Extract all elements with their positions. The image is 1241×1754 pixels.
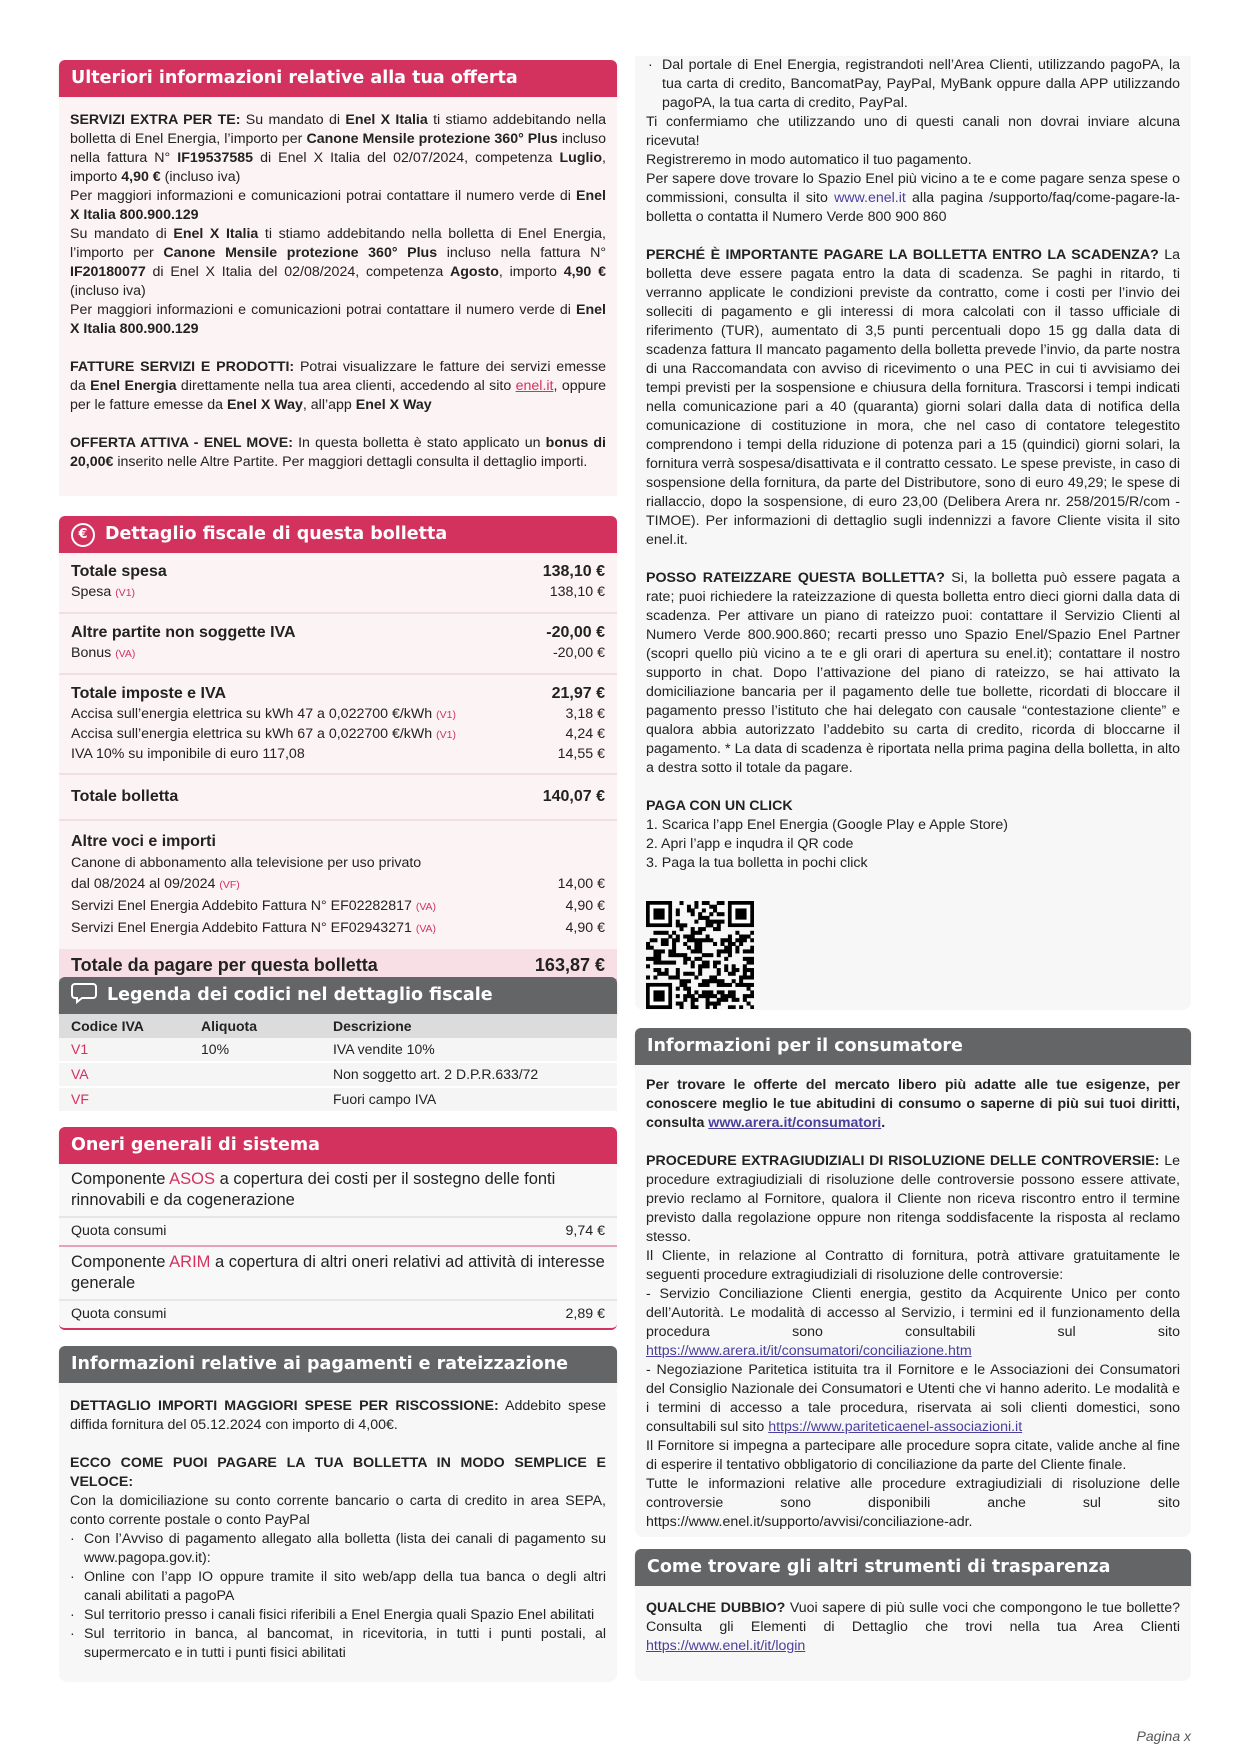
column-header: Descrizione [321,1014,617,1038]
legenda-section [59,977,617,1113]
text: a copertura dei costi per il sostegno delle fonti rinnovabili e da cogenerazione [71,1170,556,1209]
text: Addebito spese diffida fornitura del 05.12.2024 con importo di 4,00€. [70,1398,606,1433]
text: Con la domiciliazione su conto corrente bancario o carta di credito in area SEPA, conto corrente postale o conto PayPal [70,1493,606,1528]
text: Registreremo in modo automatico il tuo pagamento. [646,152,972,168]
spacer [70,339,606,358]
description-cell: Fuori campo IVA [321,1087,617,1112]
bold-text: Canone Mensile protezione 360° Plus [306,131,558,147]
item-label: Accisa sull’energia elettrica su kWh 47 a 0,022700 €/kWh [71,706,433,722]
group-label: Altre partite non soggette IVA [71,624,296,641]
item-value: 14,00 € [557,876,605,892]
text: inserito nelle Altre Partite. Per maggiori dettagli consulta il dettaglio importi. [113,454,588,470]
paragraph [646,1285,1180,1361]
bold-text: Per trovare le offerte del mercato libero più adatte alle tue esigenze, per conoscere meglio le tue abitudini di consumo o saperne di più sui tuoi diritti, consulta [646,1077,1180,1131]
bullet-item: · Con l’Avviso di pagamento allegato alla bolletta (lista dei canali di pagamento su www.pagopa.gov.it): [70,1531,606,1566]
paragraph [646,816,1180,835]
bold-text: Enel X Way [226,397,303,413]
total-label: Totale da pagare per questa bolletta [71,955,378,975]
code-cell: VF [59,1087,189,1112]
text: Su mandato di [70,226,174,242]
bold-text: FATTURE SERVIZI E PRODOTTI: [70,359,295,375]
paragraph [70,225,606,301]
text: In questa bolletta è stato applicato un [292,435,546,451]
euro-circle-icon: € [71,523,95,547]
rate-cell [189,1062,321,1087]
pagamenti-section [59,1346,617,1682]
legenda-header [59,977,617,1014]
iva-code: (V1) [436,729,456,741]
oneri-header [59,1127,617,1164]
group-altre-partite [59,614,617,675]
iva-code: (VA) [115,648,136,660]
bold-text: Agosto [450,264,499,280]
section-title: Informazioni per il consumatore [647,1036,963,1056]
continuation-paragraphs [646,113,1180,873]
component-code: ARIM [169,1253,211,1271]
text: Ti confermiamo che utilizzando uno di questi canali non dovrai inviare alcuna ricevuta! [646,114,1180,149]
text: - Negoziazione Paritetica istituita tra il Fornitore e le Associazioni dei Consumatori del Consiglio Nazionale dei Consumatori e Utenti che vi hanno aderito. Le modalità e i termini di accesso a tale procedura, riservata ai soli clienti domestici, sono consultabili sul sito [646,1362,1180,1435]
trasparenza-section [635,1549,1191,1681]
offerta-header [59,60,617,97]
bold-text: Luglio [559,150,603,166]
section-title: Oneri generali di sistema [71,1135,320,1155]
link[interactable]: enel.it [515,378,554,394]
bold-text: POSSO RATEIZZARE QUESTA BOLLETTA? [646,570,945,586]
speech-bubble-icon [71,982,97,1009]
group-totale-spesa [59,553,617,614]
fiscal-table [59,553,617,984]
paragraph [646,1152,1180,1247]
componente-asos [59,1164,617,1216]
item-value: 4,90 € [565,920,605,936]
quota-value: 9,74 € [565,1223,605,1239]
table-row [59,1087,617,1112]
quota-label: Quota consumi [71,1306,167,1322]
iva-code: (V1) [115,587,136,599]
item-label: IVA 10% su imponibile di euro 117,08 [71,746,305,762]
item-label: Spesa [71,584,112,600]
paragraph [646,1247,1180,1285]
qr-code[interactable] [646,901,754,1009]
bold-text: OFFERTA ATTIVA - ENEL MOVE: [70,435,293,451]
bold-text: ECCO COME PUOI PAGARE LA TUA BOLLETTA IN MODO SEMPLICE E VELOCE: [70,1455,606,1490]
section-title: Come trovare gli altri strumenti di trasparenza [647,1557,1111,1577]
section-title: Dettaglio fiscale di questa bolletta [105,524,448,544]
group-totale-bolletta [59,775,617,821]
bullet-text: Online con l’app IO oppure tramite il sito web/app della tua banca o degli altri canali abilitati a pagoPA [84,1569,606,1604]
iva-code: (VF) [219,879,240,891]
text: Componente [71,1170,170,1188]
item-label: Servizi Enel Energia Addebito Fattura N° EF02943271 [71,920,412,936]
paragraph [646,151,1180,170]
group-value: 21,97 € [551,685,605,702]
link[interactable]: https://www.enel.it/it/login [646,1638,806,1654]
code-cell: VA [59,1062,189,1087]
paragraph [646,1076,1180,1133]
link[interactable]: www.arera.it/consumatori [708,1115,882,1131]
text: , importo [498,264,564,280]
page-number: Pagina x [1136,1728,1191,1744]
bullet-text: Sul territorio presso i canali fisici riferibili a Enel Energia quali Spazio Enel abilitati [84,1607,595,1623]
quota-row [59,1299,617,1330]
paragraph [70,1454,606,1492]
bold-text: Enel X Way [355,397,432,413]
text: Tutte le informazioni relative alle procedure extragiudiziali di risoluzione delle controversie sono disponibili anche sul sito https://www.enel.it/supporto/avvisi/conciliazione-adr. [646,1476,1180,1530]
paragraph [646,1599,1180,1656]
legenda-table [59,1014,617,1113]
bold-text: 4,90 € [563,264,606,280]
group-value: 138,10 € [542,563,605,580]
paragraph [70,1397,606,1435]
text: Le procedure extragiudiziali di risoluzione delle controversie possono essere attivate, previo reclamo al Fornitore, qualora il Cliente non riceva riscontro entro il termine previsto dalla regolazione oppure non ritenga soddisfacente la risposta al reclamo stesso. [646,1153,1180,1245]
component-code: ASOS [169,1170,216,1188]
pagamenti-paragraphs [70,1397,606,1530]
item-value: 3,18 € [565,706,605,722]
item-label: Servizi Enel Energia Addebito Fattura N° EF02282817 [71,898,412,914]
text: Potrai visualizzare le fatture dei servizi emesse da [70,359,606,394]
bullet-text: Sul territorio in banca, al bancomat, in ricevitoria, in tutti i punti postali, al supermercato e in tutti i punti fisici abilitati [84,1626,606,1661]
rate-cell [189,1087,321,1112]
bold-text: Enel X Italia 800.900.129 [70,188,606,223]
trasparenza-header [635,1549,1191,1586]
item-value: 4,90 € [565,898,605,914]
consumatore-header [635,1028,1191,1065]
group-label: Altre voci e importi [71,833,216,850]
link[interactable]: www.enel.it [834,190,906,206]
quota-label: Quota consumi [71,1223,167,1239]
paragraph [70,301,606,339]
text: Su mandato di [240,112,346,128]
text: di Enel X Italia del 02/08/2024, competenza [145,264,451,280]
iva-code: (VA) [415,901,437,913]
group-altre-voci [59,821,617,949]
consumatore-text [635,1065,1191,1537]
text: 2. Apri l’app e inqudra il QR code [646,836,854,852]
bold-text: SERVIZI EXTRA PER TE: [70,112,241,128]
text: di Enel X Italia del 02/07/2024, competenza [253,150,560,166]
item-label: dal 08/2024 al 09/2024 [71,876,216,892]
pagamenti-continuation [635,56,1191,1010]
group-value: 140,07 € [542,788,605,805]
text: 3. Paga la tua bolletta in pochi click [646,855,868,871]
text: incluso nella fattura N° [437,245,606,261]
text: ti stiamo addebitando nella bolletta di Enel Energia, l’importo per [70,226,607,261]
bold-text: IF19537585 [177,150,254,166]
paragraph [70,434,606,472]
bold-text: Enel X Italia [173,226,259,242]
spacer [646,550,1180,569]
bullet-item: · Sul territorio in banca, al bancomat, in ricevitoria, in tutti i punti postali, al supermercato e in tutti i punti fisici abilitati [70,1626,606,1661]
link[interactable]: https://www.arera.it/it/consumatori/conciliazione.htm [646,1343,972,1359]
paragraph [646,854,1180,873]
quota-row [59,1216,617,1247]
item-label: Accisa sull’energia elettrica su kWh 67 a 0,022700 €/kWh [71,726,433,742]
bold-text: PAGA CON UN CLICK [646,798,793,814]
bold-text: IF20180077 [70,264,146,280]
text: - Servizio Conciliazione Clienti energia, gestito da Acquirente Unico per conto dell’Autorità. Le modalità di accesso al Servizio, i termini ed il funzionamento della procedura sono consultabili sul sito [646,1286,1180,1340]
bold-text: PERCHÉ È IMPORTANTE PAGARE LA BOLLETTA ENTRO LA SCADENZA? [646,247,1159,263]
description-cell: IVA vendite 10% [321,1038,617,1062]
spacer [646,778,1180,797]
item-label: Canone di abbonamento alla televisione per uso privato [71,855,422,871]
total-value: 163,87 € [534,955,605,975]
text: La bolletta deve essere pagata entro la data di scadenza. Se paghi in ritardo, ti verranno applicate le condizioni previste da contratto, come i costi per l’invio dei solleciti di pagamento e gli interessi di mora calcolati con il tasso ufficiale di riferimento (TUR), aumentato di 3,5 punti percentuali dopo 15 gg dalla data di scadenza fattura Il mancato pagamento della bolletta prevede l’invio, da parte nostra di una Raccomandata con avviso di ricevimento o una PEC in cui ti avvisiamo dei tempi previsti per la sospensione e chiusura della fornitura. Trascorsi i tempi indicati nella comunicazione pari a 40 (quaranta) giorni solari dalla data di notifica della comunicazione di costituzione in mora, che nel caso di contatore telegestito comprendono i tempi della riduzione di potenza pari a 15 (quindici) giorni solari, la fornitura verrà sospesa/disattivata e il contratto cessato. Le spese previste, in caso di sospensione della fornitura, da parte del Distributore, sono di euro 49,29; le spese di riallaccio, dopo la sospensione, di euro 23,00 (Delibera Arera nr. 258/2015/R/com - TIMOE). Per informazioni di dettaglio sugli indennizzi a favore Cliente visita il sito enel.it. [646,247,1180,548]
paragraph [646,246,1180,550]
continuation-text [635,56,1191,1027]
paragraph [646,569,1180,778]
bullet-item: · Sul territorio presso i canali fisici riferibili a Enel Energia quali Spazio Enel abilitati [70,1607,595,1623]
column-header: Codice IVA [59,1014,189,1038]
bullet-text: Dal portale di Enel Energia, registrandoti nell’Area Clienti, utilizzando pagoPA, la tua carta di credito, BancomatPay, PayPal, MyBank oppure dalla APP utilizzando pagoPA, la tua carta di credito, PayPal. [662,57,1180,111]
paragraph [70,1492,606,1530]
text: Vuoi sapere di più sulle voci che compongono le tue bollette? Consulta gli Elementi di Dettaglio che trovi nella tua Area Clienti [646,1600,1180,1635]
group-value: -20,00 € [546,624,605,641]
description-cell: Non soggetto art. 2 D.P.R.633/72 [321,1062,617,1087]
text: Per maggiori informazioni e comunicazioni potrai contattare il numero verde di [70,302,577,318]
group-label: Totale imposte e IVA [71,685,226,702]
pagamenti-text [59,1383,617,1682]
bullet-text: Con l’Avviso di pagamento allegato alla bolletta (lista dei canali di pagamento su www.pagopa.gov.it): [84,1531,606,1566]
paragraph [646,835,1180,854]
text: a copertura di altri oneri relativi ad attività di interesse generale [71,1253,605,1292]
spacer [70,1435,606,1454]
paragraph [646,170,1180,227]
paragraph [646,1475,1180,1532]
bold-text: Enel Energia [90,378,177,394]
bullet-item: · Dal portale di Enel Energia, registrandoti nell’Area Clienti, utilizzando pagoPA, la tua carta di credito, BancomatPay, PayPal, MyBank oppure dalla APP utilizzando pagoPA, la tua carta di credito, PayPal. [648,57,1180,111]
item-value: 4,24 € [565,726,605,742]
group-imposte [59,675,617,775]
section-title: Informazioni relative ai pagamenti e rateizzazione [71,1354,569,1374]
rate-cell: 10% [189,1038,321,1062]
column-header: Aliquota [189,1014,321,1038]
bold-text: DETTAGLIO IMPORTI MAGGIORI SPESE PER RISCOSSIONE: [70,1398,499,1414]
text: , oppure per le fatture emesse da [70,378,606,413]
text: 1. Scarica l’app Enel Energia (Google Play e Apple Store) [646,817,1008,833]
bold-text: Canone Mensile protezione 360° Plus [163,245,438,261]
bold-text: Enel X Italia 800.900.129 [70,302,606,337]
table-row [59,1062,617,1087]
oneri-section [59,1127,617,1330]
fiscale-section [59,516,617,984]
text: alla pagina /supporto/faq/come-pagare-la-bolletta o contatta il Numero Verde 800 900 860 [646,190,1180,225]
text: (incluso iva) [160,169,241,185]
paragraph [646,1361,1180,1437]
bold-text: Enel X Italia [345,112,428,128]
bold-text: 4,90 € [121,169,161,185]
componente-arim [59,1247,617,1299]
item-value: -20,00 € [552,645,605,661]
text: Per maggiori informazioni e comunicazioni potrai contattare il numero verde di [70,188,577,204]
text: incluso nella fattura N° [70,131,606,166]
item-label: Bonus [71,645,112,661]
text: direttamente nella tua area clienti, accedendo al sito [176,378,516,394]
bold-text: PROCEDURE EXTRAGIUDIZIALI DI RISOLUZIONE DELLE CONTROVERSIE: [646,1153,1160,1169]
text: , importo [70,150,606,185]
item-value: 14,55 € [557,746,605,762]
offerta-section [59,60,617,496]
trasparenza-text [635,1586,1191,1681]
text: Il Cliente, in relazione al Contratto di fornitura, potrà attivare gratuitamente le seguenti procedure extragiudiziali di risoluzione delle controversie: [646,1248,1180,1283]
spacer [70,415,606,434]
code-cell: V1 [59,1038,189,1062]
paragraph [70,111,606,187]
bold-text: bonus di 20,00€ [70,435,606,470]
bold-text: QUALCHE DUBBIO? [646,1600,786,1616]
bold-text: . [881,1115,886,1131]
pagamenti-header [59,1346,617,1383]
text: Si, la bolletta può essere pagata a rate; puoi richiedere la rateizzazione di questa bolletta entro dieci giorni dalla data di scadenza. Per attivare un piano di rateizzo puoi: contattare il Servizio Clienti al Numero Verde 800.900.860; recarti presso uno Spazio Enel/Spazio Enel Partner (scopri quello più vicino a te e gli orari di apertura su enel.it); contattare il nostro supporto in chat. Dopo l’attivazione del piano di rateizzo, se hai attivato la domiciliazione bancaria per il pagamento delle tue bollette, ricordati di bloccare il pagamento presso l’istituto che hai delegato con causale “contestazione cliente” e qualora abbia autorizzato l’addebito su carta di credito, ricorda di bloccarne il pagamento. * La data di scadenza è riportata nella prima pagina della bolletta, in alto a destra sotto il totale da pagare. [646,570,1181,776]
quota-value: 2,89 € [565,1306,605,1322]
text: Per sapere dove trovare lo Spazio Enel più vicino a te e come pagare senza spese o commissioni, consulta il sito [646,171,1180,206]
paragraph [646,113,1180,151]
iva-code: (VA) [415,923,437,935]
spacer [646,1133,1180,1152]
group-label: Totale spesa [71,563,167,580]
bullet-item: · Online con l’app IO oppure tramite il sito web/app della tua banca o degli altri canali abilitati a pagoPA [70,1569,606,1604]
text: , all’app [302,397,356,413]
consumatore-section [635,1028,1191,1537]
iva-code: (V1) [436,709,456,721]
text: (incluso iva) [70,283,146,299]
table-row [59,1038,617,1062]
spacer [646,227,1180,246]
text: Componente [71,1253,170,1271]
paragraph [646,797,1180,816]
fiscale-header [59,516,617,553]
item-value: 138,10 € [549,584,605,600]
paragraph [70,358,606,415]
link[interactable]: https://www.pariteticaenel-associazioni.it [768,1419,1023,1435]
paragraph [646,1437,1180,1475]
section-title: Legenda dei codici nel dettaglio fiscale [107,985,493,1005]
text: ti stiamo addebitando nella bolletta di Enel Energia, l’importo per [70,112,607,147]
section-title: Ulteriori informazioni relative alla tua offerta [71,68,518,88]
offerta-text [59,97,617,496]
text: Il Fornitore si impegna a partecipare alle procedure sopra citate, valide anche al fine di esperire il tentativo obbligatorio di conciliazione da parte del Cliente finale. [646,1438,1180,1473]
paragraph [70,187,606,225]
group-label: Totale bolletta [71,788,179,805]
